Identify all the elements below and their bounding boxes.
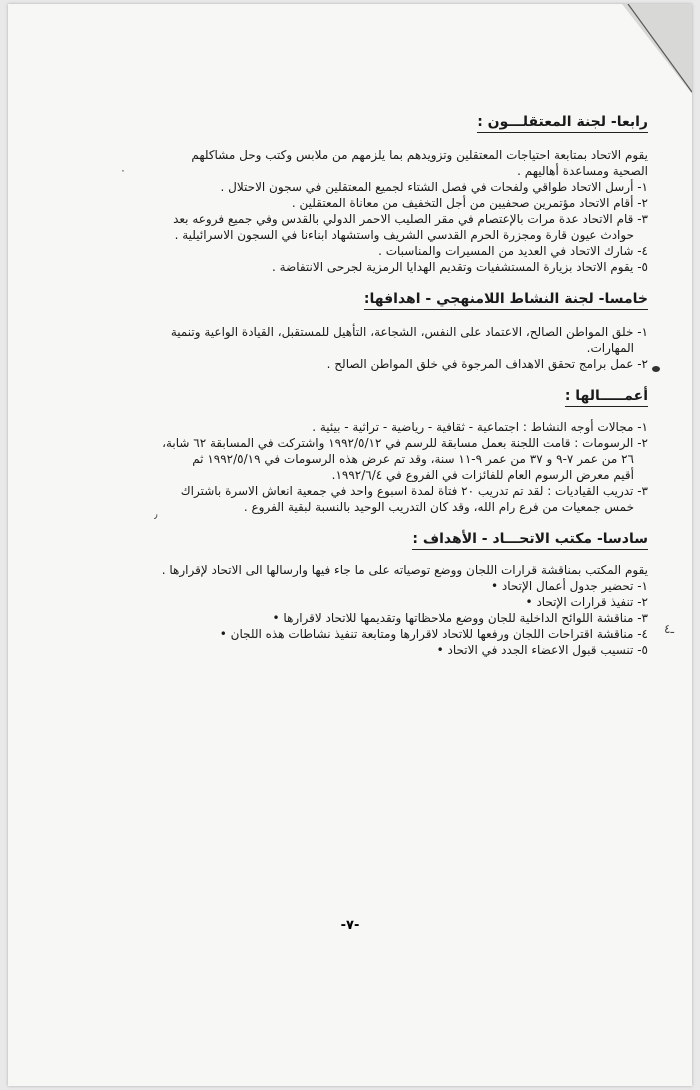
list-item: ٢- أقام الاتحاد مؤتمرين صحفيين من أجل التخفيف من معاناة المعتقلين .: [291, 196, 648, 210]
document-page: [8, 4, 692, 1086]
folded-corner: [622, 4, 692, 94]
list-item: ١- خلق المواطن الصالح، الاعتماد على النفس، الشجاعة، التأهيل للمستقبل، القيادة الواعية وتنمية: [170, 325, 648, 339]
section-activities: [108, 388, 648, 515]
ink-speck: ٫: [154, 508, 158, 521]
document-body: [108, 114, 648, 668]
list-item-continued: ٢٦ من عمر ٧-٩ و ٣٧ من عمر ٩-١١ سنة، وقد تم عرض هذه الرسومات في ١٩٩٢/٥/١٩ ثم: [192, 452, 634, 466]
list-item-continued: أقيم معرض الرسوم العام للفائزات في الفروع في ١٩٩٢/٦/٤.: [331, 468, 634, 482]
list-item: ٣- مناقشة اللوائح الداخلية للجان ووضع ملاحظاتها وتقديمها للاتحاد لاقرارها •: [272, 611, 648, 625]
list-item: ٢- الرسومات : قامت اللجنة بعمل مسابقة للرسم في ١٩٩٢/٥/١٢ واشتركت في المسابقة ٦٢ شابة،: [162, 436, 648, 450]
list-item: ١- أرسل الاتحاد طواقي ولفحات في فصل الشتاء لجميع المعتقلين في سجون الاحتلال .: [220, 180, 648, 194]
section-detainees: [108, 114, 648, 275]
list-item: ٣- قام الاتحاد عدة مرات بالإعتصام في مقر الصليب الاحمر الدولي بالقدس وفي جميع فروعه بعد: [173, 212, 648, 226]
list-item: ٥- تنسيب قبول الاعضاء الجدد في الاتحاد •: [436, 643, 648, 657]
list-item: ١- تحضير جدول أعمال الإتحاد •: [491, 579, 648, 593]
list-item: ٥- يقوم الاتحاد بزيارة المستشفيات وتقديم الهدايا الرمزية لجرحى الانتفاضة .: [271, 260, 648, 274]
list-item: ٢- تنفيذ قرارات الإتحاد •: [525, 595, 648, 609]
list-item-continued: حوادث عيون قارة ومجزرة الحرم القدسي الشريف واستشهاد ابناءنا في السجون الاسرائيلية .: [174, 228, 634, 242]
list-item: ٣- تدريب القياديات : لقد تم تدريب ٢٠ فتاة لمدة اسبوع واحد في جمعية انعاش الاسرة باشتراك: [180, 484, 648, 498]
section-heading: رابعا- لجنة المعتقلـــون :: [477, 114, 648, 133]
section-extracurricular: [108, 291, 648, 372]
page-number: -٧-: [340, 918, 360, 933]
list-item: ١- مجالات أوجه النشاط : اجتماعية - ثقافية - رياضية - تراثية - بيئية .: [312, 420, 648, 434]
section-office: [108, 531, 648, 658]
margin-mark: ـ٤: [664, 622, 674, 636]
section-heading: خامسا- لجنة النشاط اللامنهجي - اهدافها:: [364, 291, 648, 310]
body-line: الصحية ومساعدة أهاليهم .: [517, 164, 648, 178]
section-heading: سادسا- مكتب الاتحـــاد - الأهداف :: [412, 531, 648, 550]
ink-speck: ٠: [120, 164, 126, 177]
body-line: يقوم الاتحاد بمتابعة احتياجات المعتقلين وتزويدهم بما يلزمهم من ملابس وكتب وحل مشاكلهم: [191, 148, 648, 162]
body-line: يقوم المكتب بمناقشة قرارات اللجان ووضع توصياته على ما جاء فيها وارسالها الى الاتحاد لإقرارها .: [161, 563, 648, 577]
list-item-continued: خمس جمعيات من فرع رام الله، وقد كان التدريب الوحيد بالنسبة لبقية الفروع .: [243, 500, 634, 514]
list-item-continued: المهارات.: [586, 341, 634, 355]
ink-dot: [652, 366, 660, 372]
list-item: ٤- مناقشة اقتراحات اللجان ورفعها للاتحاد لاقرارها ومتابعة تنفيذ نشاطات هذه اللجان •: [219, 627, 648, 641]
list-item: ٤- شارك الاتحاد في العديد من المسيرات والمناسبات .: [378, 244, 648, 258]
section-heading: أعمـــــالها :: [565, 388, 648, 407]
list-item: ٢- عمل برامج تحقق الاهداف المرجوة في خلق المواطن الصالح .: [326, 357, 648, 371]
